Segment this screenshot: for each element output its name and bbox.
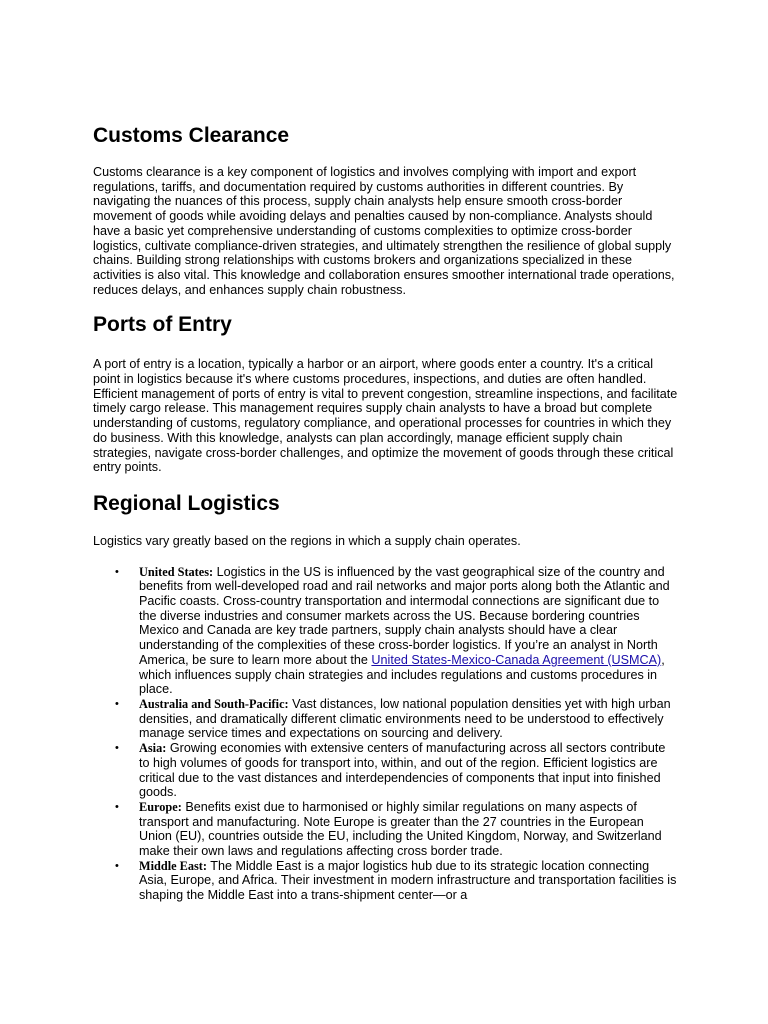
usmca-link[interactable]: United States-Mexico-Canada Agreement (USMCA) <box>371 652 662 667</box>
bullet-icon: • <box>115 565 119 578</box>
region-name: Asia: <box>139 741 167 756</box>
list-item <box>93 859 678 903</box>
region-text: Vast distances, low national population densities yet with high urban densities, and dramatically different climatic environments need to be understood to effectively manage service times and expectations on sourcing and delivery. <box>139 696 671 741</box>
region-text: , which influences supply chain strategies and includes regulations and customs procedures in place. <box>139 652 665 697</box>
paragraph-regional-intro: Logistics vary greatly based on the regions in which a supply chain operates. <box>93 533 521 548</box>
region-text: Growing economies with extensive centers of manufacturing across all sectors contribute to high volumes of goods for transport into, within, and out of the region. Efficient logistics are critical due to the vast distances and interdependencies of components that input into finished goods. <box>139 741 666 800</box>
paragraph-customs-clearance: Customs clearance is a key component of logistics and involves complying with import and export regulations, tariffs, and documentation required by customs authorities in different countries. By navigating the nuances of this process, supply chain analysts help ensure smooth cross-border movement of goods while avoiding delays and penalties caused by non-compliance. Analysts should have a basic yet comprehensive understanding of customs complexities to optimize cross-border logistics, cultivate compliance-driven strategies, and ultimately strengthen the resilience of global supply chains. Building strong relationships with customs brokers and organizations specialized in these activities is also vital. This knowledge and collaboration ensures smoother international trade operations, reduces delays, and enhances supply chain robustness. <box>93 165 675 297</box>
region-name: Australia and South-Pacific: <box>139 696 289 711</box>
list-item <box>93 697 678 741</box>
heading-ports-of-entry: Ports of Entry <box>93 313 232 337</box>
region-list <box>93 565 678 903</box>
region-name: Middle East: <box>139 858 207 873</box>
bullet-icon: • <box>115 742 119 755</box>
list-item <box>93 800 678 859</box>
region-text: Benefits exist due to harmonised or highly similar regulations on many aspects of transport and manufacturing. Note Europe is greater than the 27 countries in the European Union (EU), countries outside the EU, including the United Kingdom, Norway, and Switzerland make their own laws and regulations affecting cross border trade. <box>139 799 662 859</box>
bullet-icon: • <box>115 800 119 813</box>
list-item <box>93 565 678 697</box>
region-name: United States: <box>139 564 214 579</box>
region-text: Logistics in the US is influenced by the vast geographical size of the country and benefits from well-developed road and rail networks and major ports along both the Atlantic and Pacific coasts. Cross-country transportation and intermodal connections are significant due to the diverse industries and consumer markets across the US. Because bordering countries Mexico and Canada are key trade partners, supply chain analysts should have a clear understanding of the complexities of these cross-border logistics. If you’re an analyst in North America, be sure to learn more about the <box>139 564 670 667</box>
paragraph-ports-of-entry: A port of entry is a location, typically a harbor or an airport, where goods enter a country. It's a critical point in logistics because it's where customs procedures, inspections, and duties are often handled. Efficient management of ports of entry is vital to prevent congestion, streamline inspections, and facilitate timely cargo release. This management requires supply chain analysts to have a broad but complete understanding of customs, regulatory compliance, and operational processes for countries in which they do business. With this knowledge, analysts can plan accordingly, manage efficient supply chain strategies, navigate cross-border challenges, and optimize the movement of goods through these critical entry points. <box>93 357 678 475</box>
heading-regional-logistics: Regional Logistics <box>93 491 280 515</box>
bullet-icon: • <box>115 859 119 872</box>
heading-customs-clearance: Customs Clearance <box>93 124 290 147</box>
list-item <box>93 741 678 800</box>
region-text: The Middle East is a major logistics hub due to its strategic location connecting Asia, Europe, and Africa. Their investment in modern infrastructure and transportation facilities is shaping the Middle East into a trans-shipment center—or a <box>139 858 677 903</box>
region-name: Europe: <box>139 799 182 814</box>
document-page <box>93 119 678 903</box>
bullet-icon: • <box>115 697 119 710</box>
